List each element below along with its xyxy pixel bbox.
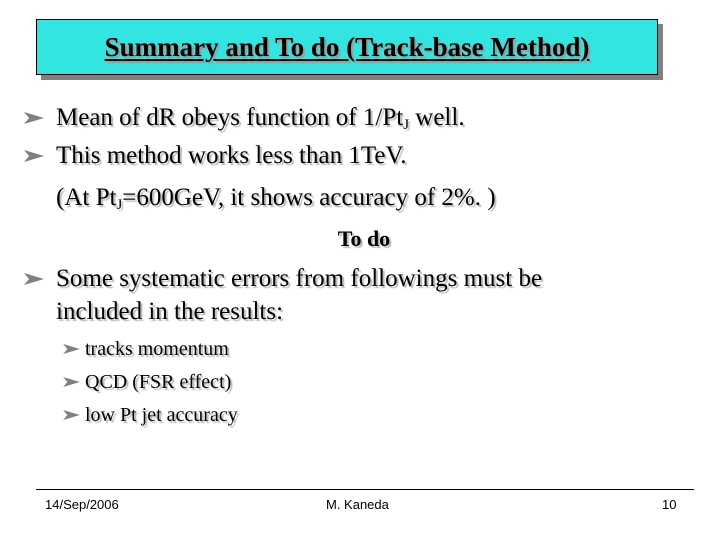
arrow-bullet-icon [63,344,80,354]
footer-date: 14/Sep/2006 [45,497,119,512]
arrow-bullet-icon [24,150,44,162]
arrow-bullet-icon [63,410,80,420]
bullet-accuracy-note: (At $Pt_J=600GeV$, it shows accuracy of 2%. ) [56,184,496,213]
slide-title: Summary and To do (Track-base Method) [104,31,590,62]
sub-bullet-qcd: QCD (FSR effect) [85,371,232,393]
footer-page-number: 10 [662,497,677,512]
todo-heading: To do [337,226,391,251]
bullet-systematics-line1: Some systematic errors from followings must be [56,265,543,292]
footer-author: M. Kaneda [326,497,389,512]
bullet-systematics-line2: included in the results: [56,298,284,325]
sub-bullet-low-pt: low Pt jet accuracy [85,404,238,426]
arrow-bullet-icon [24,112,44,124]
bullet-method-limit: This method works less than 1TeV. [56,142,407,169]
title-box [36,19,658,75]
bullet-mean-dr: Mean of dR obeys function of $1/Pt_J$ well. [56,104,465,133]
arrow-bullet-icon [63,377,80,387]
footer-divider [36,489,694,490]
sub-bullet-tracks-momentum: tracks momentum [85,338,229,360]
arrow-bullet-icon [24,273,44,285]
